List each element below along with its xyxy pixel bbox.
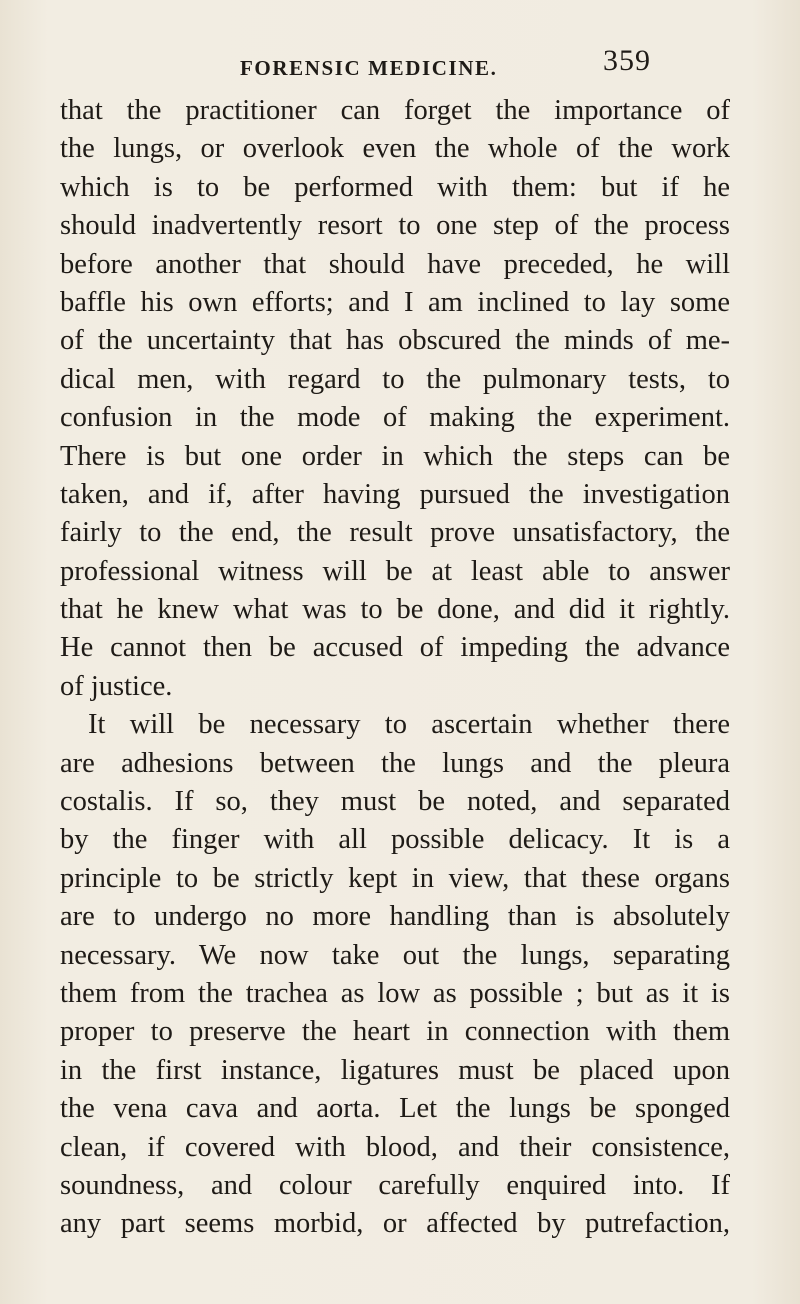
text-line: proper to preserve the heart in connection with them bbox=[60, 1016, 730, 1048]
text-line: clean, if covered with blood, and their consistence, bbox=[60, 1131, 730, 1163]
text-line: should inadvertently resort to one step of the process bbox=[60, 210, 730, 242]
text-line: by the finger with all possible delicacy. It is a bbox=[60, 824, 730, 856]
text-line: baffle his own efforts; and I am inclined to lay some bbox=[60, 286, 730, 318]
body-text bbox=[60, 92, 730, 1244]
text-line: confusion in the mode of making the experiment. bbox=[60, 402, 730, 434]
text-line: which is to be performed with them: but if he bbox=[60, 171, 730, 203]
text-line: them from the trachea as low as possible ; but as it is bbox=[60, 977, 730, 1009]
running-head bbox=[0, 44, 800, 82]
text-line: professional witness will be at least able to answer bbox=[60, 555, 730, 587]
text-line: the vena cava and aorta. Let the lungs be sponged bbox=[60, 1093, 730, 1125]
text-line: taken, and if, after having pursued the investigation bbox=[60, 478, 730, 510]
text-line: of the uncertainty that has obscured the minds of me- bbox=[60, 325, 730, 357]
text-line: principle to be strictly kept in view, that these organs bbox=[60, 862, 730, 894]
page-number: 359 bbox=[603, 44, 651, 77]
text-line: in the first instance, ligatures must be placed upon bbox=[60, 1054, 730, 1086]
text-line: that he knew what was to be done, and did it rightly. bbox=[60, 594, 730, 626]
text-line: are to undergo no more handling than is absolutely bbox=[60, 901, 730, 933]
text-line: of justice. bbox=[60, 670, 173, 702]
text-line: There is but one order in which the steps can be bbox=[60, 440, 730, 472]
text-line: any part seems morbid, or affected by putrefaction, bbox=[60, 1208, 730, 1240]
text-line: It will be necessary to ascertain whether there bbox=[88, 709, 730, 741]
text-line: fairly to the end, the result prove unsatisfactory, the bbox=[60, 517, 730, 549]
text-line: that the practitioner can forget the importance of bbox=[60, 95, 730, 126]
text-line: soundness, and colour carefully enquired into. If bbox=[60, 1169, 730, 1201]
text-line: He cannot then be accused of impeding the advance bbox=[60, 632, 730, 664]
running-title: FORENSIC MEDICINE. bbox=[240, 56, 498, 80]
text-line: necessary. We now take out the lungs, separating bbox=[60, 939, 730, 971]
text-line: the lungs, or overlook even the whole of the work bbox=[60, 133, 730, 165]
text-line: costalis. If so, they must be noted, and separated bbox=[60, 786, 730, 818]
text-line: before another that should have preceded, he will bbox=[60, 248, 730, 280]
text-line: are adhesions between the lungs and the pleura bbox=[60, 747, 730, 779]
text-line: dical men, with regard to the pulmonary tests, to bbox=[60, 363, 730, 395]
